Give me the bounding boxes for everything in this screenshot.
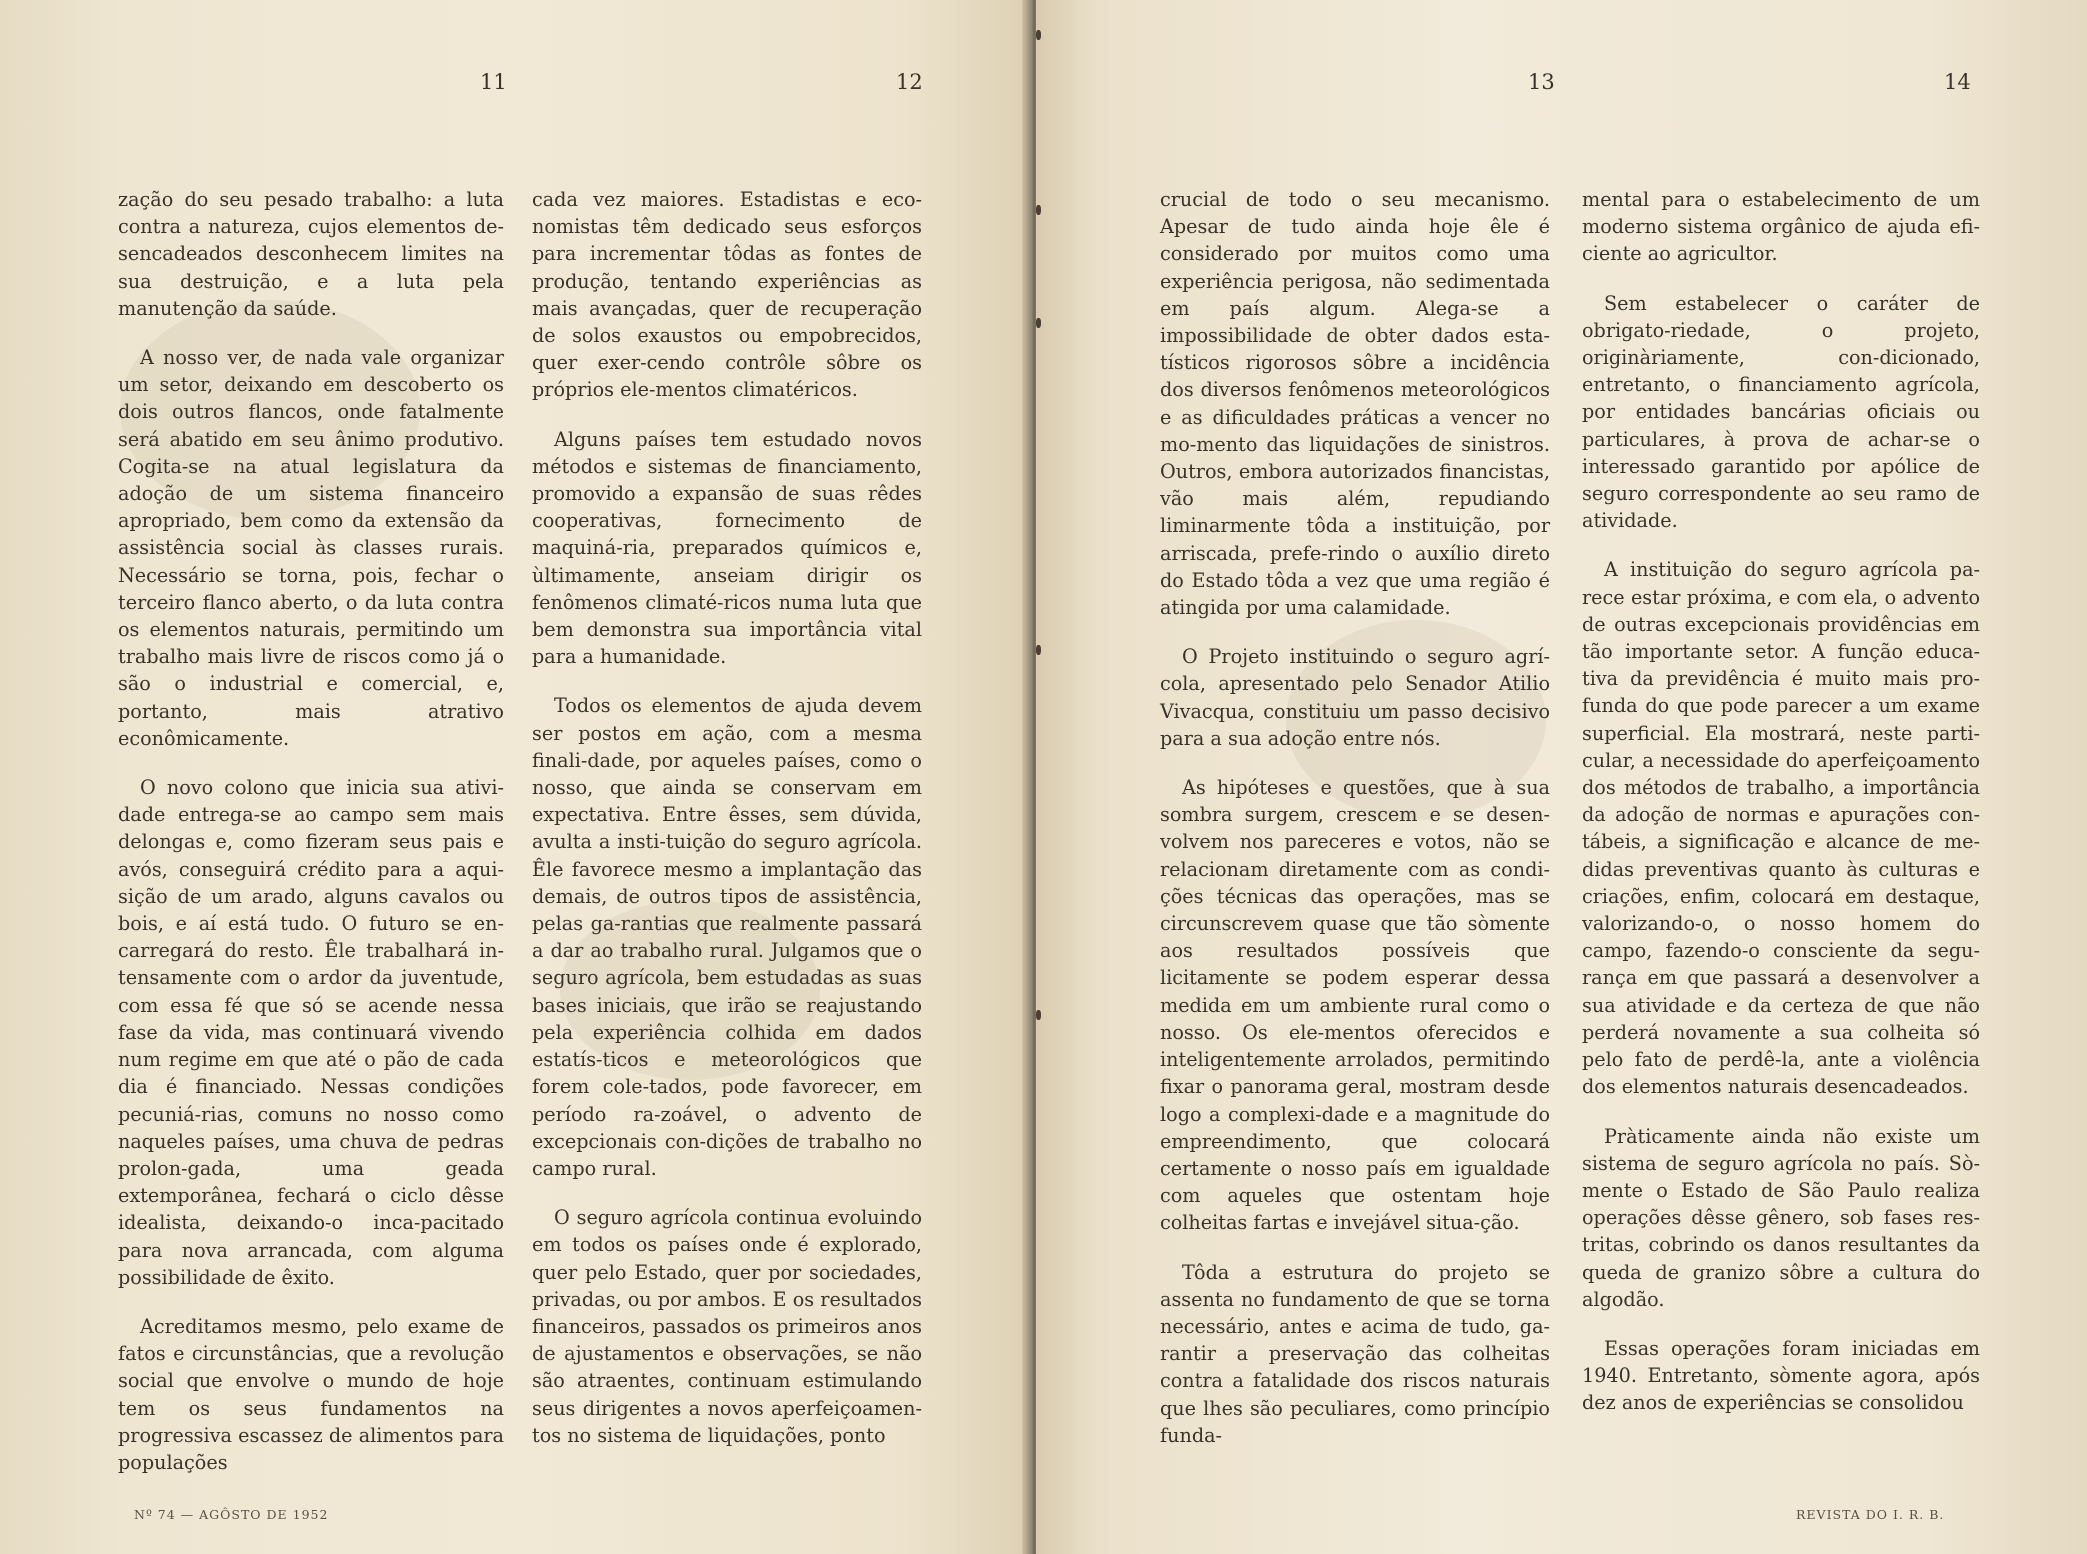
paragraph: Pràticamente ainda não existe um sistema de seguro agrícola no país. Sò-mente o Estado de São Paulo realiza operações dêsse gênero, sob fases res-tritas, cobrindo os danos resultantes da queda de granizo sôbre a cultura do algodão. (1582, 1124, 1980, 1311)
binding-mark (1036, 1010, 1041, 1020)
page-number-12: 12 (896, 70, 923, 94)
binding-mark (1036, 205, 1041, 215)
paragraph: Essas operações foram iniciadas em 1940. Entretanto, sòmente agora, após dez anos de experiências se consolidou (1582, 1336, 1980, 1415)
paragraph: Sem estabelecer o caráter de obrigato-riedade, o projeto, originàriamente, con-dicionado, entretanto, o financiamento agrícola, por entidades bancárias oficiais ou particulares, à prova de achar-se o interessado garantido por apólice de seguro correspondente ao seu ramo de atividade. (1582, 291, 1980, 533)
paragraph: Alguns países tem estudado novos métodos e sistemas de financiamento, promovido a expansão de suas rêdes cooperativas, fornecimento de maquiná-ria, preparados químicos e, ùltimamente, anseiam dirigir os fenômenos climaté-ricos numa luta que bem demonstra sua importância vital para a humanidade. (532, 427, 922, 669)
paragraph: Tôda a estrutura do projeto se assenta no fundamento de que se torna necessário, antes e acima de tudo, ga-rantir a preservação das colheitas contra a fatalidade dos riscos naturais que lhes são peculiares, como princípio funda- (1160, 1260, 1550, 1447)
binding-mark (1036, 318, 1041, 328)
paragraph: mental para o estabelecimento de um moderno sistema orgânico de ajuda efi-ciente ao agricultor. (1582, 188, 1980, 266)
left-page (0, 0, 1030, 1554)
footer-journal-title: REVISTA DO I. R. B. (1796, 1507, 1945, 1522)
column-page-13 (1160, 186, 1550, 1471)
paragraph: zação do seu pesado trabalho: a luta contra a natureza, cujos elementos de-sencadeados desconhecem limites na sua destruição, e a luta pela manutenção da saúde. (118, 188, 504, 320)
paragraph: Acreditamos mesmo, pelo exame de fatos e circunstâncias, que a revolução social que envolve o mundo de hoje tem os seus fundamentos na progressiva escassez de alimentos para populações (118, 1314, 504, 1474)
binding-mark (1036, 30, 1041, 40)
paragraph: As hipóteses e questões, que à sua sombra surgem, crescem e se desen-volvem nos pareceres e votos, não se relacionam diretamente com as condi-ções técnicas das operações, mas se circunscrevem quase que tão sòmente aos resultados possíveis que licitamente se podem esperar dessa medida em um ambiente rural como o nosso. Os ele-mentos oferecidos e inteligentemente arrolados, permitindo fixar o panorama geral, mostram desde logo a complexi-dade e a magnitude do empreendimento, que colocará certamente o nosso país em igualdade com aqueles que ostentam hoje colheitas fartas e invejável situa-ção. (1160, 776, 1550, 1235)
page-number-11: 11 (480, 70, 507, 94)
paragraph: O novo colono que inicia sua ativi-dade entrega-se ao campo sem mais delongas e, como fizeram seus pais e avós, conseguirá crédito para a aqui-sição de um arado, alguns cavalos ou bois, e aí está tudo. O futuro se en-carregará do resto. Êle trabalhará in-tensamente com o ardor da juventude, com essa fé que só se acende nessa fase da vida, mas continuará vivendo num regime em que até o pão de cada dia é financiado. Nessas condições pecuniá-rias, comuns no nosso como naqueles países, uma chuva de pedras prolon-gada, uma geada extemporânea, fechará o ciclo dêsse idealista, deixando-o inca-pacitado para nova arrancada, com alguma possibilidade de êxito. (118, 776, 504, 1289)
paragraph: A instituição do seguro agrícola pa-rece estar próxima, e com ela, o advento de outras excepcionais providências em tão importante setor. A função educa-tiva da previdência é muito mais pro-funda do que pode parecer a um exame superficial. Ela mostrará, neste parti-cular, a necessidade do aperfeiçoamento dos métodos de trabalho, a importância da adoção de normas e apurações con-tábeis, a significação e alcance de me-didas preventivas quanto às culturas e criações, enfim, colocará em destaque, valorizando-o, o nosso homem do campo, fazendo-o consciente da segu-rança em que passará a desenvolver a sua atividade e da certeza de que não perderá novamente a sua colheita só pelo fato de perdê-la, ante a violência dos elementos naturais desencadeados. (1582, 558, 1980, 1099)
page-number-14: 14 (1944, 70, 1971, 94)
paragraph: Todos os elementos de ajuda devem ser postos em ação, com a mesma finali-dade, por aqueles países, como o nosso, que ainda se conservam em expectativa. Entre êsses, sem dúvida, avulta a insti-tuição do seguro agrícola. Êle favorece mesmo a implantação das demais, de outros tipos de assistência, pelas ga-rantias que realmente passará a dar ao trabalho rural. Julgamos que o seguro agrícola, bem estudadas as suas bases iniciais, que irão se reajustando pela experiência colhida em dados estatís-ticos e meteorológicos que forem cole-tados, pode favorecer, em período ra-zoável, o advento de excepcionais con-dições de trabalho no campo rural. (532, 694, 922, 1180)
page-number-13: 13 (1528, 70, 1555, 94)
footer-issue-date: Nº 74 — AGÔSTO DE 1952 (134, 1507, 329, 1522)
column-page-12 (532, 186, 922, 1471)
right-page (1036, 0, 2087, 1554)
paragraph: A nosso ver, de nada vale organizar um setor, deixando em descoberto os dois outros flancos, onde fatalmente será abatido em seu ânimo produtivo. Cogita-se na atual legislatura da adoção de um sistema financeiro apropriado, bem como da extensão da assistência social às classes rurais. Necessário se torna, pois, fechar o terceiro flanco aberto, o da luta contra os elementos naturais, permitindo um trabalho mais livre de riscos como já o são o industrial e comercial, e, portanto, mais atrativo econômicamente. (118, 346, 504, 750)
paragraph: O Projeto instituindo o seguro agrí-cola, apresentado pelo Senador Atilio Vivacqua, constituiu um passo decisivo para a sua adoção entre nós. (1160, 645, 1550, 750)
paragraph: cada vez maiores. Estadistas e eco-nomistas têm dedicado seus esforços para incrementar tôdas as fontes de produção, tentando experiências as mais avançadas, quer de recuperação de solos exaustos ou empobrecidos, quer exer-cendo contrôle sôbre os próprios ele-mentos climatéricos. (532, 188, 922, 402)
binding-mark (1036, 645, 1041, 655)
paragraph: crucial de todo o seu mecanismo. Apesar de tudo ainda hoje êle é considerado por muitos como uma experiência perigosa, não sedimentada em país algum. Alega-se a impossibilidade de obter dados esta-tísticos rigorosos sôbre a incidência dos diversos fenômenos meteorológicos e as dificuldades práticas a vencer no mo-mento das liquidações de sinistros. Outros, embora autorizados financistas, vão mais além, repudiando liminarmente tôda a instituição, por arriscada, prefe-rindo o auxílio direto do Estado tôda a vez que uma região é atingida por uma calamidade. (1160, 188, 1550, 620)
column-page-11 (118, 186, 504, 1498)
paragraph: O seguro agrícola continua evoluindo em todos os países onde é explorado, quer pelo Estado, quer por sociedades, privadas, ou por ambos. E os resultados financeiros, passados os primeiros anos de ajustamentos e observações, se não são atraentes, continuam estimulando seus dirigentes a novos aperfeiçoamen-tos no sistema de liquidações, ponto (532, 1206, 922, 1447)
column-page-14 (1582, 186, 1980, 1439)
